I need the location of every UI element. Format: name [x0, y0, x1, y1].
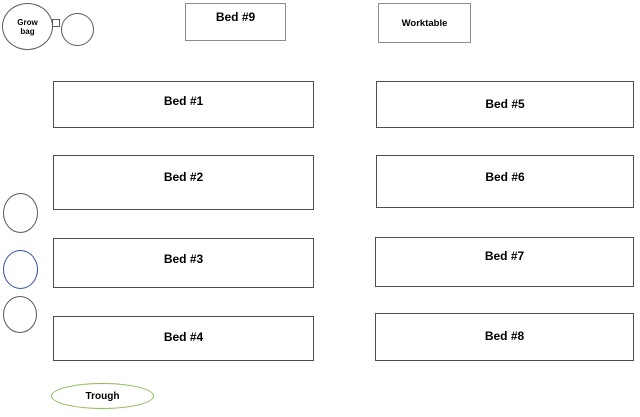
grow-bag-label-line2: bag	[20, 26, 35, 36]
bed-5-label: Bed #5	[485, 97, 525, 111]
grow-bag-label-line1: Grow	[17, 17, 38, 27]
bed-5	[376, 81, 634, 128]
bed-1	[53, 81, 314, 128]
planter-circle-3	[3, 296, 37, 333]
bed-8-label: Bed #8	[484, 329, 525, 343]
trough-label: Trough	[85, 390, 120, 402]
bed-4-label: Bed #4	[163, 330, 204, 344]
planter-circle-1	[3, 193, 38, 233]
bed-6	[376, 155, 634, 208]
bed-7	[375, 237, 634, 287]
bed-6-label: Bed #6	[485, 170, 525, 184]
planter-circle-2-blue	[3, 250, 38, 289]
bed-9-label: Bed #9	[215, 10, 256, 24]
bed-1-label: Bed #1	[163, 94, 204, 108]
worktable	[378, 3, 471, 43]
bed-9	[185, 3, 286, 41]
grow-bag-circle	[61, 13, 94, 46]
bed-2	[53, 155, 314, 210]
trough-ellipse	[51, 383, 154, 409]
bed-8	[375, 313, 634, 361]
worktable-label: Worktable	[401, 17, 448, 29]
grow-bag-ellipse	[2, 3, 53, 50]
bed-7-label: Bed #7	[484, 249, 525, 263]
bed-3-label: Bed #3	[163, 252, 204, 266]
bed-3	[53, 238, 314, 288]
grow-bag-connector-square	[52, 19, 60, 27]
bed-4	[53, 316, 314, 361]
bed-2-label: Bed #2	[163, 170, 204, 184]
